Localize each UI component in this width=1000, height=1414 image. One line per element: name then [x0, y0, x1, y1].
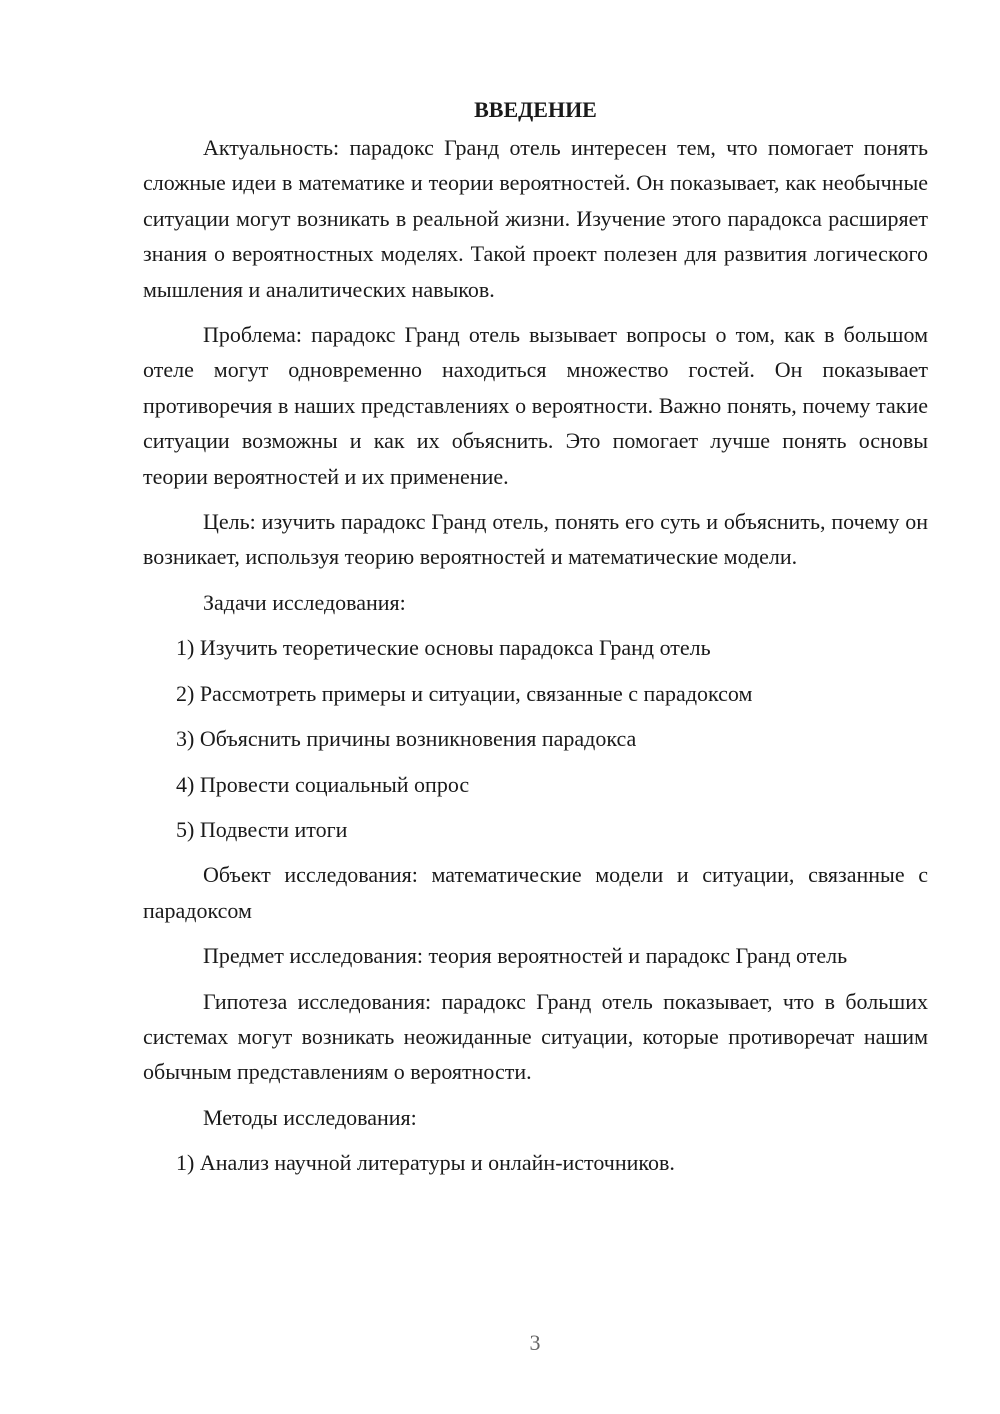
- tasks-heading: Задачи исследования:: [203, 589, 406, 615]
- hypothesis-paragraph: Гипотеза исследования: парадокс Гранд отель показывает, что в больших системах могут возникать неожиданные ситуации, которые противоречат нашим обычным представлениям о вероятности.: [143, 988, 928, 1085]
- page-title: ВВЕДЕНИЕ: [474, 97, 597, 122]
- methods-list: [143, 1145, 928, 1180]
- list-item: 1) Анализ научной литературы и онлайн-источников.: [176, 1150, 675, 1176]
- document-page: [143, 96, 928, 1191]
- goal-paragraph: Цель: изучить парадокс Гранд отель, понять его суть и объяснить, почему он возникает, используя теорию вероятностей и математические модели.: [143, 509, 928, 570]
- page-number: 3: [529, 1330, 541, 1355]
- list-item: 3) Объяснить причины возникновения парадокса: [176, 726, 637, 752]
- methods-heading: Методы исследования:: [203, 1104, 417, 1130]
- object-paragraph: Объект исследования: математические модели и ситуации, связанные с парадоксом: [143, 862, 928, 923]
- list-item: 2) Рассмотреть примеры и ситуации, связанные с парадоксом: [176, 680, 753, 706]
- list-item: 4) Провести социальный опрос: [176, 771, 470, 797]
- list-item: 1) Изучить теоретические основы парадокса Гранд отель: [176, 635, 711, 661]
- tasks-list: [143, 630, 928, 847]
- problem-paragraph: Проблема: парадокс Гранд отель вызывает вопросы о том, как в большом отеле могут одновременно находиться множество гостей. Он показывает противоречия в наших представлениях о вероятности. Важно понять, почему такие ситуации возможны и как их объяснить. Это помогает лучше понять основы теории вероятностей и их применение.: [143, 322, 928, 489]
- relevance-paragraph: Актуальность: парадокс Гранд отель интересен тем, что помогает понять сложные идеи в математике и теории вероятностей. Он показывает, как необычные ситуации могут возникать в реальной жизни. Изучение этого парадокса расширяет знания о вероятностных моделях. Такой проект полезен для развития логического мышления и аналитических навыков.: [143, 135, 928, 302]
- subject-paragraph: Предмет исследования: теория вероятностей и парадокс Гранд отель: [203, 943, 848, 969]
- list-item: 5) Подвести итоги: [176, 816, 348, 842]
